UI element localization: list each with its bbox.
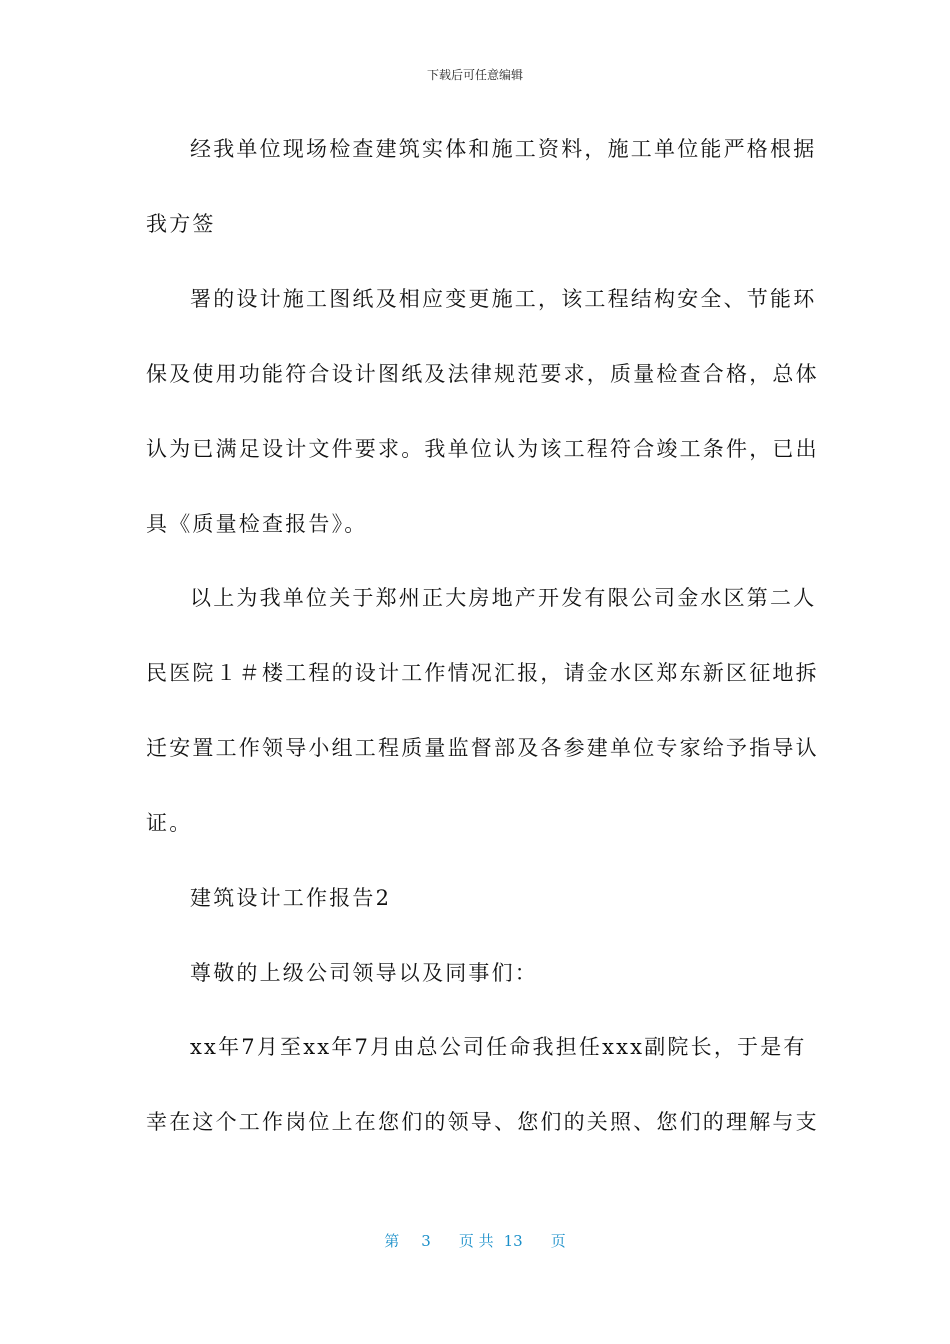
paragraph-line: 民医院１＃楼工程的设计工作情况汇报，请金水区郑东新区征地拆	[146, 661, 819, 685]
footer-prefix: 第	[384, 1232, 400, 1250]
paragraph-line: 幸在这个工作岗位上在您们的领导、您们的关照、您们的理解与支	[146, 1110, 819, 1134]
page-header: 下载后可任意编辑	[426, 68, 523, 82]
page-footer	[0, 1230, 950, 1251]
total-pages-number: 13	[503, 1232, 523, 1250]
salutation-line: 尊敬的上级公司领导以及同事们：	[190, 961, 538, 985]
paragraph-line: 迁安置工作领导小组工程质量监督部及各参建单位专家给予指导认	[146, 736, 819, 760]
paragraph-line: 具《质量检查报告》。	[146, 512, 368, 536]
paragraph-line: xx年7月至xx年7月由总公司任命我担任xxx副院长，于是有	[190, 1035, 807, 1059]
paragraph-line: 以上为我单位关于郑州正大房地产开发有限公司金水区第二人	[190, 586, 817, 610]
paragraph-line: 认为已满足设计文件要求。我单位认为该工程符合竣工条件，已出	[146, 437, 819, 461]
paragraph-line: 我方签	[146, 212, 216, 236]
current-page-number: 3	[421, 1232, 431, 1250]
paragraph-line: 保及使用功能符合设计图纸及法律规范要求，质量检查合格，总体	[146, 362, 819, 386]
paragraph-line: 证。	[146, 811, 193, 835]
footer-suffix: 页	[550, 1232, 566, 1250]
paragraph-line: 经我单位现场检查建筑实体和施工资料，施工单位能严格根据	[190, 137, 817, 161]
section-heading: 建筑设计工作报告2	[190, 886, 392, 910]
paragraph-line: 署的设计施工图纸及相应变更施工，该工程结构安全、节能环	[190, 287, 817, 311]
footer-mid: 页 共	[458, 1232, 494, 1250]
